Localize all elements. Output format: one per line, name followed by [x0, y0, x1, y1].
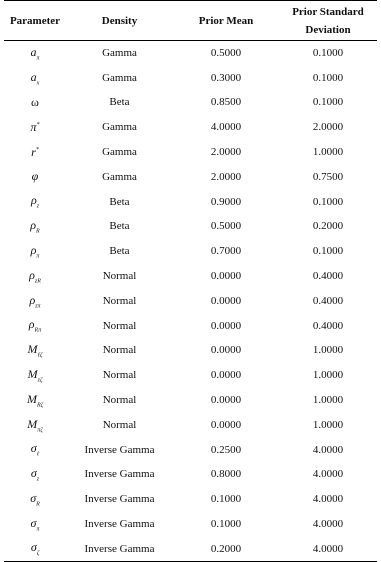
parameter-superscript: * — [36, 121, 40, 128]
parameter-subscript: ℓζ — [37, 352, 43, 359]
parameter-cell — [4, 140, 66, 165]
parameter-symbol — [27, 367, 43, 384]
parameter-base: ρ — [30, 218, 37, 233]
parameter-subscript: zR — [34, 278, 41, 285]
parameter-cell — [4, 338, 66, 363]
parameter-cell — [4, 536, 66, 561]
table-row — [4, 412, 377, 437]
parameter-cell — [4, 90, 66, 115]
parameter-base: φ — [31, 169, 39, 184]
parameter-cell — [4, 412, 66, 437]
parameter-base: a — [30, 69, 37, 84]
parameter-cell — [4, 512, 66, 537]
parameter-subscript: z — [36, 203, 40, 210]
parameter-subscript: Rζ — [36, 402, 44, 409]
parameter-symbol — [30, 515, 40, 533]
prior-mean-cell: 0.5000 — [210, 47, 242, 60]
density-cell: Normal — [102, 294, 137, 307]
prior-sd-cell: 0.1000 — [312, 71, 344, 84]
parameter-cell — [4, 115, 66, 140]
table-row — [4, 115, 377, 140]
table-row — [4, 288, 377, 313]
density-cell: Beta — [109, 220, 130, 233]
parameter-symbol — [30, 193, 40, 210]
density-cell: Inverse Gamma — [84, 443, 155, 456]
prior-mean-cell: 0.2000 — [173, 536, 279, 561]
parameter-symbol — [30, 441, 40, 458]
header-prior-sd — [279, 1, 377, 41]
parameter-base: ω — [31, 94, 39, 109]
parameter-base: ρ — [29, 267, 35, 282]
table-row — [4, 512, 377, 537]
prior-mean-cell: 4.0000 — [210, 121, 242, 134]
parameter-subscript: zπ — [35, 303, 41, 310]
parameter-symbol — [31, 70, 40, 84]
header-row — [4, 1, 377, 41]
parameter-cell — [4, 214, 66, 239]
table-body — [4, 41, 377, 562]
parameter-cell — [4, 437, 66, 462]
prior-mean-cell: 0.2500 — [210, 443, 242, 456]
parameter-symbol — [30, 540, 40, 557]
prior-mean-cell: 0.0000 — [210, 319, 242, 332]
parameter-subscript: R — [36, 228, 40, 235]
prior-sd-cell: 4.0000 — [312, 468, 344, 481]
prior-mean-cell: 0.9000 — [210, 195, 242, 208]
parameter-cell — [4, 164, 66, 189]
parameter-subscript: πζ — [37, 427, 43, 434]
prior-sd-cell: 0.4000 — [312, 319, 344, 332]
parameter-symbol — [27, 416, 43, 434]
parameter-cell — [4, 288, 66, 313]
density-cell: Normal — [102, 319, 137, 332]
prior-sd-cell: 0.4000 — [312, 294, 344, 307]
parameter-base: M — [27, 342, 38, 357]
parameter-symbol — [30, 44, 40, 62]
prior-sd-cell: 2.0000 — [312, 121, 344, 134]
density-cell: Beta — [109, 245, 130, 258]
prior-sd-cell: 0.1000 — [312, 195, 344, 208]
header-prior-sd-line1: Prior Standard — [292, 5, 364, 18]
prior-mean-cell: 0.7000 — [210, 245, 242, 258]
parameter-cell — [4, 388, 66, 413]
parameter-base: ρ — [28, 317, 35, 332]
parameter-base: σ — [30, 540, 37, 555]
prior-sd-cell: 1.0000 — [312, 418, 344, 431]
density-cell: Normal — [102, 369, 137, 382]
density-cell: Normal — [102, 344, 137, 357]
density-cell: Inverse Gamma — [84, 468, 155, 481]
density-cell: Beta — [109, 195, 130, 208]
prior-sd-cell: 4.0000 — [279, 536, 377, 561]
density-cell: Gamma — [102, 47, 137, 60]
prior-sd-cell: 0.1000 — [312, 96, 344, 109]
parameter-cell — [4, 41, 66, 66]
parameter-subscript: π — [36, 55, 40, 62]
density-cell: Gamma — [102, 146, 137, 159]
parameter-cell — [4, 363, 66, 388]
parameter-base: σ — [30, 515, 37, 530]
prior-mean-cell: 0.5000 — [210, 220, 242, 233]
parameter-subscript: R — [36, 501, 40, 508]
parameter-base: ρ — [30, 243, 37, 258]
parameter-symbol — [30, 120, 39, 134]
parameter-cell — [4, 189, 66, 214]
prior-mean-cell: 0.8000 — [210, 468, 242, 481]
prior-sd-cell: 4.0000 — [312, 443, 344, 456]
parameter-subscript: z — [36, 476, 40, 483]
prior-mean-cell: 2.0000 — [210, 170, 242, 183]
parameter-symbol — [30, 243, 40, 260]
parameter-cell — [4, 487, 66, 512]
parameter-subscript: ζ — [36, 550, 40, 557]
table-row — [4, 239, 377, 264]
table-row — [4, 214, 377, 239]
prior-sd-cell: 0.1000 — [312, 245, 344, 258]
parameter-subscript: zζ — [37, 377, 43, 384]
prior-sd-cell: 0.2000 — [312, 220, 344, 233]
prior-sd-cell: 1.0000 — [312, 146, 344, 159]
parameter-base: σ — [30, 491, 37, 506]
table-row — [4, 140, 377, 165]
density-cell: Normal — [102, 270, 137, 283]
prior-mean-cell: 0.1000 — [210, 518, 242, 531]
prior-mean-cell: 0.0000 — [210, 294, 242, 307]
parameter-symbol — [31, 95, 39, 109]
prior-mean-cell: 2.0000 — [210, 146, 242, 159]
prior-mean-cell: 0.0000 — [210, 418, 242, 431]
prior-mean-cell: 0.0000 — [210, 369, 242, 382]
density-cell: Normal — [102, 394, 137, 407]
table-row — [4, 462, 377, 487]
parameter-base: a — [30, 44, 37, 59]
table-row — [4, 363, 377, 388]
table-row — [4, 164, 377, 189]
parameter-base: π — [30, 119, 37, 134]
parameter-symbol — [28, 317, 42, 334]
parameter-superscript: * — [35, 146, 39, 153]
parameter-symbol — [31, 145, 39, 159]
parameter-symbol — [32, 169, 39, 183]
table-row — [4, 536, 377, 561]
table-row — [4, 437, 377, 462]
table-row — [4, 65, 377, 90]
prior-mean-cell: 0.0000 — [210, 344, 242, 357]
table-row — [4, 264, 377, 289]
density-cell: Inverse Gamma — [84, 493, 155, 506]
parameter-symbol — [30, 218, 40, 235]
table-row — [4, 41, 377, 66]
parameter-cell — [4, 462, 66, 487]
header-prior-mean: Prior Mean — [173, 1, 279, 41]
parameter-cell — [4, 65, 66, 90]
table-row — [4, 189, 377, 214]
parameter-cell — [4, 313, 66, 338]
parameter-base: r — [31, 144, 36, 159]
prior-sd-cell: 1.0000 — [312, 344, 344, 357]
prior-sd-cell: 0.4000 — [312, 270, 344, 283]
parameter-base: ρ — [30, 193, 37, 208]
header-density: Density — [66, 1, 173, 41]
parameter-cell — [4, 239, 66, 264]
prior-mean-cell: 0.0000 — [210, 394, 242, 407]
table-row — [4, 338, 377, 363]
prior-sd-cell: 0.1000 — [312, 47, 344, 60]
parameter-base: M — [27, 416, 38, 431]
prior-sd-cell: 1.0000 — [312, 369, 344, 382]
prior-sd-cell: 1.0000 — [312, 394, 344, 407]
prior-mean-cell: 0.8500 — [210, 96, 242, 109]
prior-sd-cell: 4.0000 — [312, 493, 344, 506]
density-cell: Inverse Gamma — [84, 518, 155, 531]
header-parameter: Parameter — [4, 1, 66, 41]
parameter-base: ρ — [29, 292, 36, 307]
parameter-subscript: x — [36, 79, 40, 86]
parameter-symbol — [29, 267, 41, 285]
prior-sd-cell: 4.0000 — [312, 518, 344, 531]
prior-sd-cell: 0.7500 — [312, 170, 344, 183]
parameter-symbol — [30, 491, 40, 508]
parameter-cell — [4, 264, 66, 289]
parameter-subscript: π — [36, 253, 40, 260]
prior-mean-cell: 0.1000 — [210, 493, 242, 506]
prior-parameters-table — [4, 0, 377, 562]
parameter-base: M — [27, 367, 38, 382]
parameter-subscript: Rπ — [34, 327, 42, 334]
density-cell: Gamma — [102, 71, 137, 84]
parameter-base: σ — [30, 441, 37, 456]
density-cell: Normal — [102, 418, 137, 431]
parameter-base: σ — [30, 466, 37, 481]
table-row — [4, 487, 377, 512]
density-cell: Beta — [109, 96, 130, 109]
parameter-symbol — [30, 466, 40, 483]
prior-mean-cell: 0.0000 — [210, 270, 242, 283]
density-cell: Inverse Gamma — [66, 536, 173, 561]
density-cell: Gamma — [102, 121, 137, 134]
parameter-symbol — [27, 342, 43, 359]
header-prior-sd-line2: Deviation — [305, 23, 351, 36]
density-cell: Gamma — [102, 170, 137, 183]
parameter-subscript: π — [36, 526, 40, 533]
table-row — [4, 388, 377, 413]
table-row — [4, 313, 377, 338]
table-row — [4, 90, 377, 115]
parameter-subscript: ℓ — [36, 451, 40, 458]
table-header — [4, 1, 377, 41]
prior-mean-cell: 0.3000 — [210, 71, 242, 84]
parameter-symbol — [26, 391, 44, 409]
parameter-base: M — [26, 391, 37, 406]
